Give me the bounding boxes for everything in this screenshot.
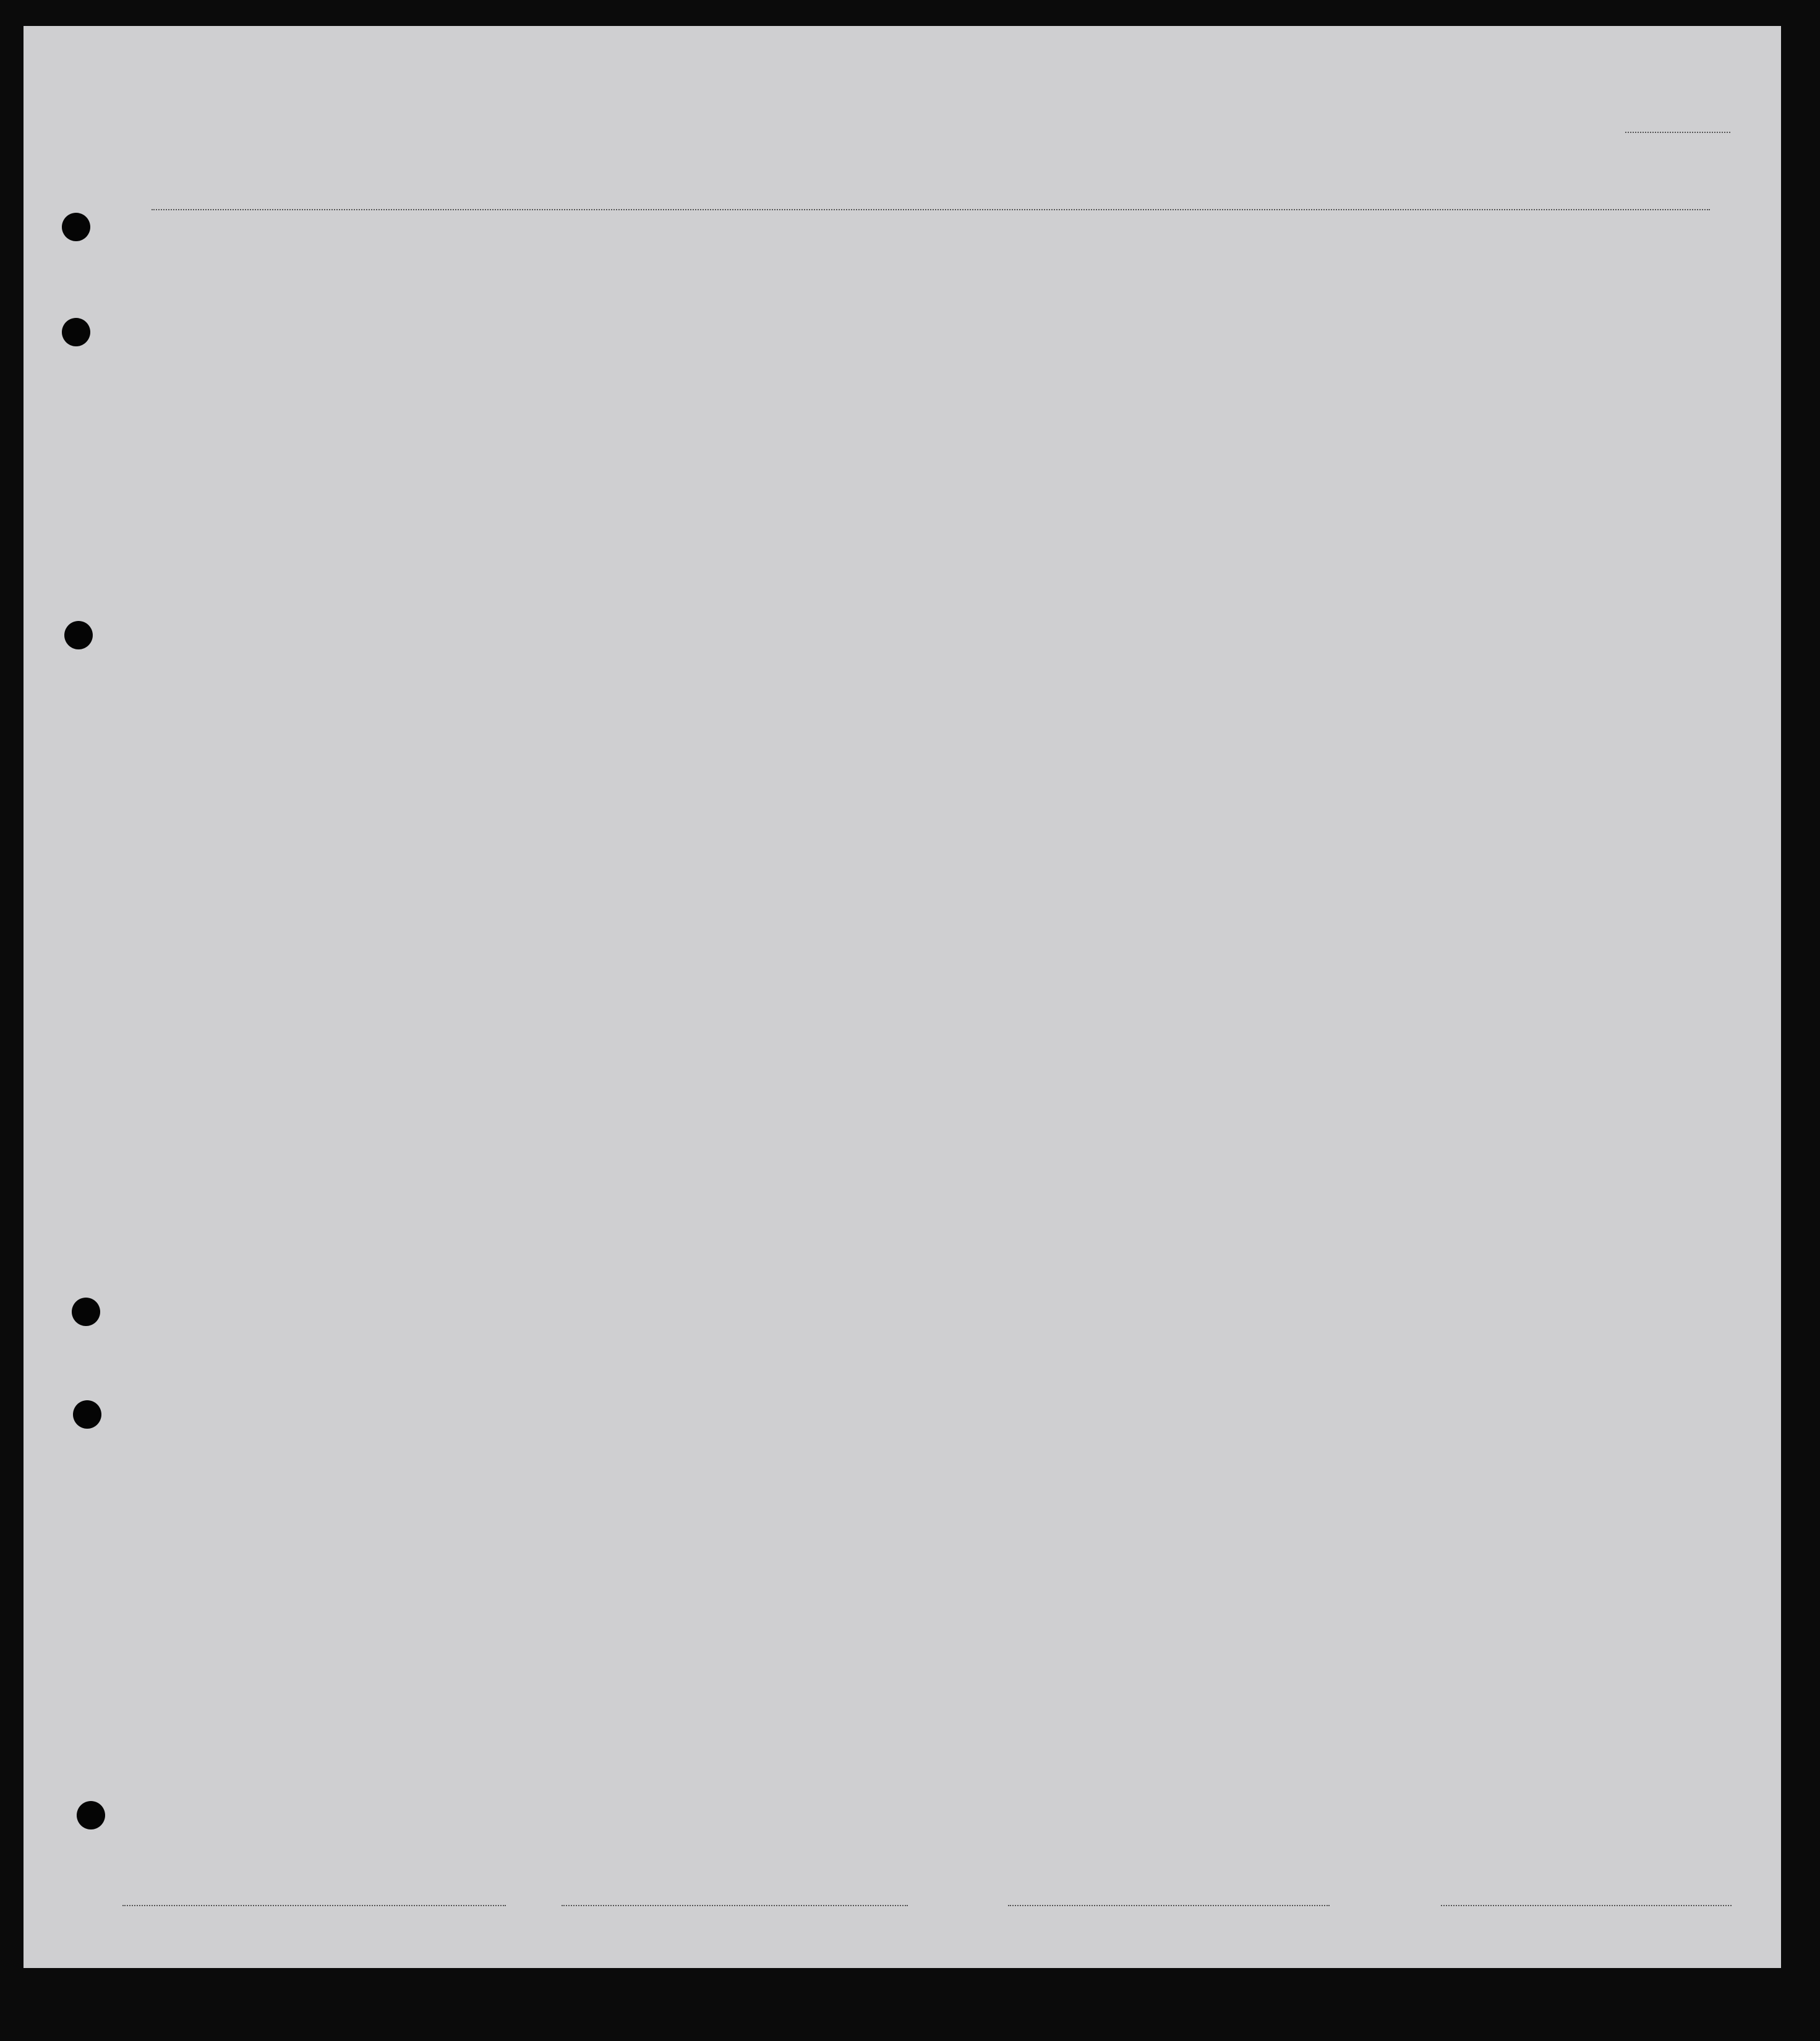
punch-hole — [73, 1400, 101, 1429]
punch-hole — [62, 213, 90, 241]
punch-hole — [77, 1801, 105, 1829]
line-underline — [122, 1905, 506, 1906]
punch-hole — [64, 621, 93, 649]
officer-underline — [1441, 1905, 1732, 1906]
punch-hole — [72, 1298, 100, 1326]
owners-underline — [562, 1905, 908, 1906]
agents-underline — [1008, 1905, 1330, 1906]
punch-hole — [62, 318, 90, 346]
